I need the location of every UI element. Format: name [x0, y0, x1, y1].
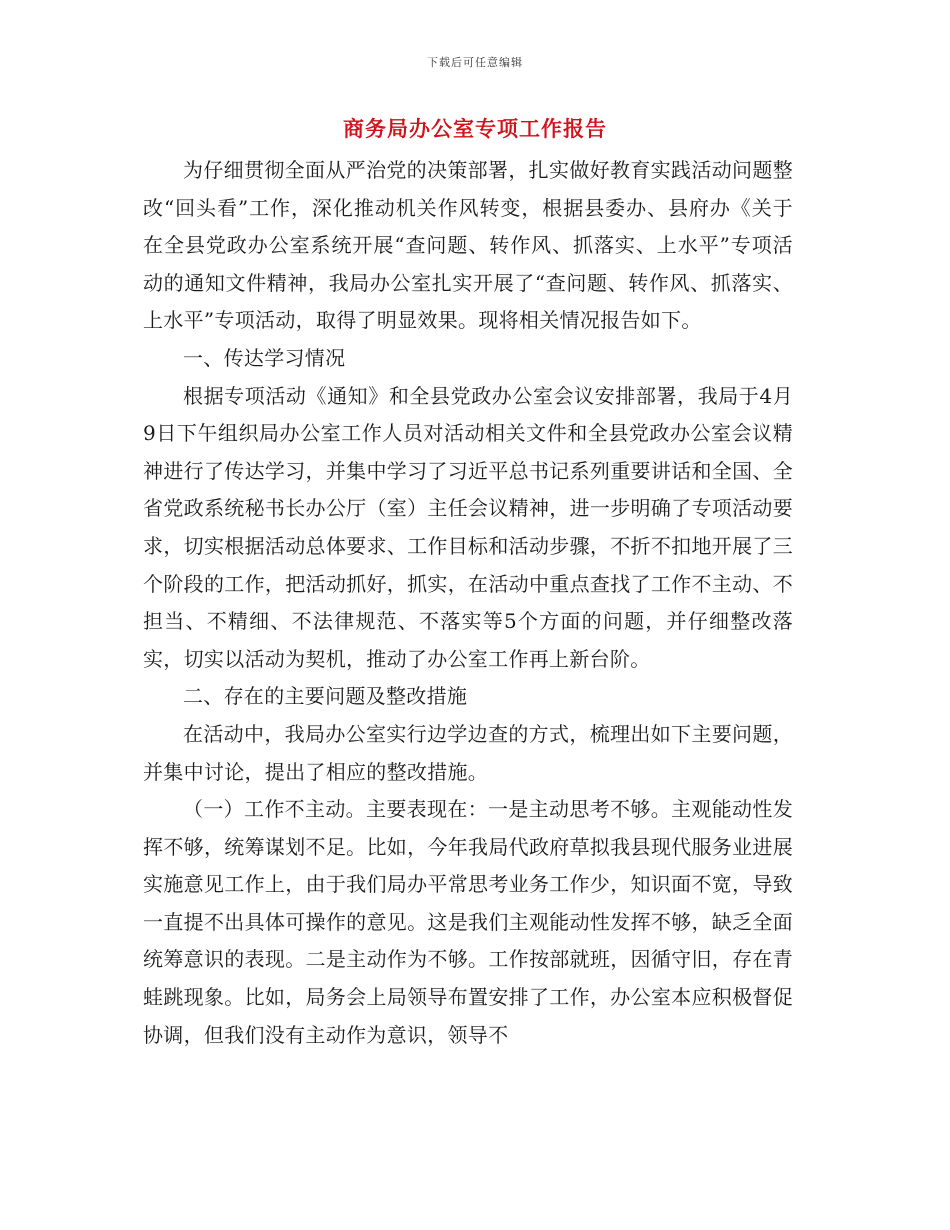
section-heading-2: 二、存在的主要问题及整改措施: [183, 684, 468, 709]
section-2-paragraph: 在活动中，我局办公室实行边学边查的方式，梳理出如下主要问题，并集中讨论，提出了相应的整改措施。: [143, 721, 793, 784]
intro-paragraph: 为仔细贯彻全面从严治党的决策部署，扎实做好教育实践活动问题整改“回头看”工作，深化推动机关作风转变，根据县委办、县府办《关于在全县党政办公室系统开展“查问题、转作风、抓落实、上水平”专项活动的通知文件精神，我局办公室扎实开展了“查问题、转作风、抓落实、上水平”专项活动，取得了明显效果。现将相关情况报告如下。: [143, 158, 793, 333]
document-title: 商务局办公室专项工作报告: [343, 116, 607, 141]
section-heading-1: 一、传达学习情况: [183, 345, 346, 370]
section-1-paragraph: 根据专项活动《通知》和全县党政办公室会议安排部署，我局于4月9日下午组织局办公室工作人员对活动相关文件和全县党政办公室会议精神进行了传达学习，并集中学习了习近平总书记系列重要讲话和全国、全省党政系统秘书长办公厅（室）主任会议精神，进一步明确了专项活动要求，切实根据活动总体要求、工作目标和活动步骤，不折不扣地开展了三个阶段的工作，把活动抓好，抓实，在活动中重点查找了工作不主动、不担当、不精细、不法律规范、不落实等5个方面的问题，并仔细整改落实，切实以活动为契机，推动了办公室工作再上新台阶。: [143, 383, 793, 671]
subsection-1-paragraph: （一）工作不主动。主要表现在：一是主动思考不够。主观能动性发挥不够，统筹谋划不足。比如，今年我局代政府草拟我县现代服务业进展实施意见工作上，由于我们局办平常思考业务工作少，知识面不宽，导致一直提不出具体可操作的意见。这是我们主观能动性发挥不够，缺乏全面统筹意识的表现。二是主动作为不够。工作按部就班，因循守旧，存在青蛙跳现象。比如，局务会上局领导布置安排了工作，办公室本应积极督促协调，但我们没有主动作为意识，领导不: [143, 797, 793, 1047]
document-body: [143, 152, 793, 1054]
header-note: 下载后可任意编辑: [427, 56, 523, 69]
